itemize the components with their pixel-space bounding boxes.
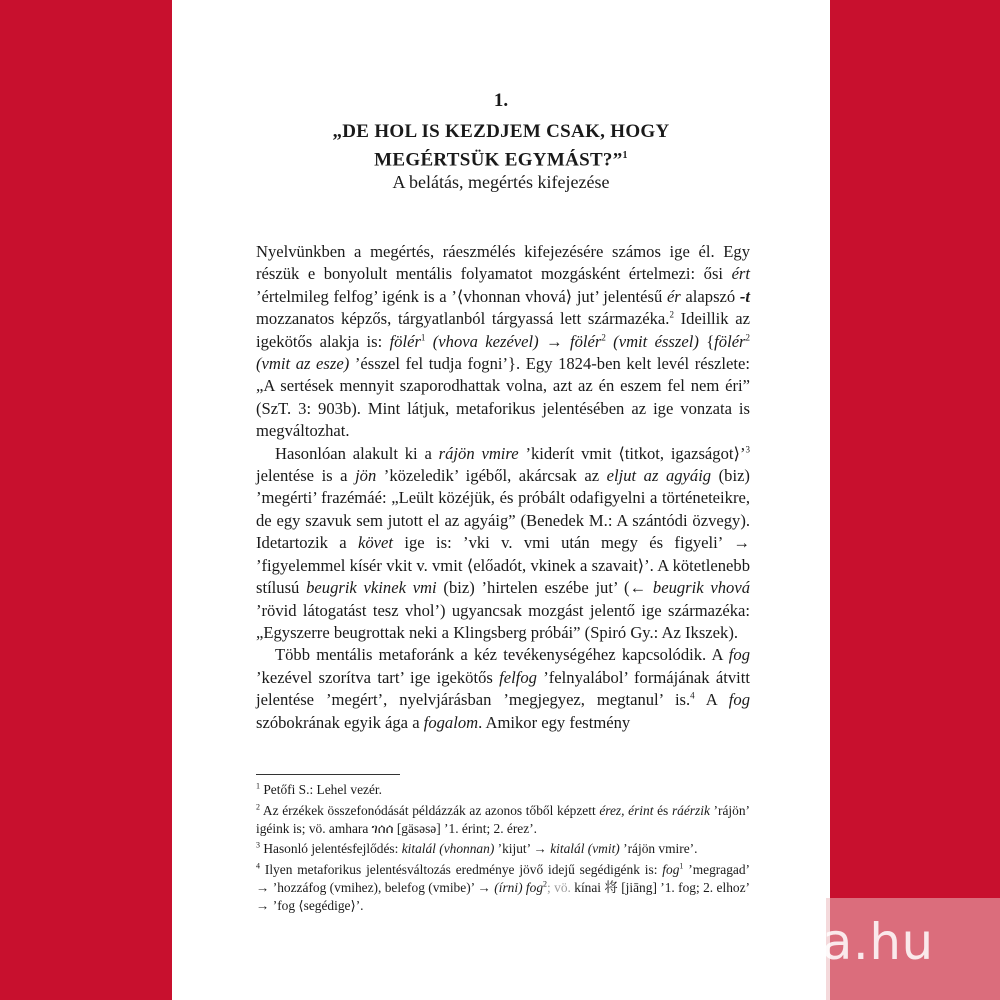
- text-run: Nyelvünkben a megértés, ráeszmélés kifejezésére számos ige él. Egy részük e bonyolult mentális folyamatot mozgásként értelmezi: ősi: [256, 242, 750, 284]
- footnote-ref: 1: [679, 861, 684, 871]
- footnote-ref: 3: [745, 444, 750, 455]
- text-run: fölér: [389, 331, 421, 351]
- text-run: Ilyen metaforikus jelentésváltozás eredménye jövő idejű segédigénk is:: [260, 862, 663, 878]
- footnote-ref: 2: [745, 332, 751, 343]
- text-run: ’rájön vmire’.: [619, 841, 698, 857]
- text-run: Hasonlóan alakult ki a: [275, 443, 439, 463]
- text-run: ér: [666, 286, 681, 306]
- footnote-ref: 2: [543, 879, 548, 889]
- text-run: -t: [739, 286, 750, 306]
- chapter-title-line2: MEGÉRTSÜK EGYMÁST?”: [374, 149, 623, 171]
- text-run: Ideillik az igekötős alakja is:: [256, 309, 750, 351]
- text-run: fogalom: [423, 712, 479, 732]
- text-run: (biz) ’hirtelen eszébe jut’ (←: [436, 578, 653, 598]
- chapter-title: [172, 120, 830, 172]
- text-run: ’kezével szorítva tart’ ige igekötős: [256, 667, 500, 687]
- footnote-ref: 1: [256, 781, 260, 791]
- text-run: beugrik vkinek vmi: [306, 578, 437, 598]
- text-run: ’rájön’ igéink is; vö. amhara ገሰሰ [gäsəsə] ’1. érint; 2. érez’.: [256, 802, 750, 836]
- text-run: ért: [731, 264, 750, 284]
- text-run: Petőfi S.: Lehel vezér.: [260, 782, 382, 797]
- text-run: jön: [355, 466, 377, 486]
- text-run: rájön vmire: [438, 443, 519, 463]
- text-run: ’kiderít vmit ⟨titkot, igazságot⟩’: [518, 443, 746, 463]
- text-run: Hasonló jelentésfejlődés:: [260, 841, 402, 857]
- footnote-divider: [256, 774, 400, 775]
- text-run: felfog: [499, 667, 537, 687]
- text-run: (vmit ésszel): [613, 331, 699, 351]
- text-run: fog: [662, 862, 680, 878]
- text-run: jelentése is a: [256, 466, 356, 486]
- text-run: ; vö.: [547, 879, 571, 895]
- text-run: kitalál (vmit): [550, 841, 620, 857]
- footnote-1: [256, 781, 750, 799]
- book-page: [172, 0, 830, 1000]
- text-run: ’közeledik’ igéből, akárcsak az: [376, 466, 607, 486]
- footnote-2: [256, 802, 750, 838]
- text-run: kínai 将 [jiāng] ’1. fog; 2. elhoz’ → ’fog ⟨segédige⟩’.: [256, 879, 750, 913]
- text-run: . Amikor egy festmény: [478, 712, 631, 732]
- text-run: Több mentális metaforánk a kéz tevékenységéhez kapcsolódik. A: [275, 645, 729, 665]
- text-run: fog: [728, 645, 750, 665]
- chapter-subtitle: A belátás, megértés kifejezése: [392, 172, 610, 192]
- chapter-title-line1: „DE HOL IS KEZDJEM CSAK, HOGY: [332, 121, 670, 142]
- text-run: Az érzékek összefonódását példázzák az azonos tőből képzett: [260, 802, 600, 818]
- text-run: (vmit az esze): [256, 354, 350, 374]
- text-run: kitalál (vhonnan): [401, 841, 495, 857]
- paragraph-3: [256, 644, 750, 734]
- body-text: [256, 241, 750, 734]
- text-run: ’értelmileg felfog’ igénk is a ’⟨vhonnan vhová⟩ jut’ jelentésű: [256, 286, 667, 306]
- text-run: (biz) ’megérti’ frazémáé: „Leült közéjük, és próbált odafigyelni a történeteikre, de egy szavuk sem jutott el az agyáig” (Benedek M.: A szántódi özvegy). Idetartozik a: [256, 466, 750, 553]
- text-run: mozzanatos képzős, tárgyatlanból tárgyassá lett származéka.: [256, 309, 670, 329]
- text-run: {: [698, 331, 715, 351]
- paragraph-1: [256, 241, 750, 443]
- footnote-4: [256, 861, 750, 914]
- footnote-ref: 2: [601, 332, 606, 343]
- text-run: (vhova kezével) → fölér: [432, 331, 602, 351]
- text-run: szóbokrának egyik ága a: [256, 712, 424, 732]
- paragraph-2: [256, 443, 750, 645]
- text-run: követ: [357, 533, 393, 553]
- text-run: ’felnyalábol’ formájának átvitt jelentése ’megért’, nyelvjárásban ’megjegyez, megtanul’ is.: [256, 667, 750, 710]
- text-run: A: [694, 690, 729, 710]
- text-run: ’megragad’ → ’hozzáfog (vmihez), belefog (vmibe)’ →: [256, 862, 751, 895]
- footnote-3: [256, 840, 750, 858]
- chapter-number: 1.: [493, 90, 509, 111]
- text-run: ’kijut’ →: [494, 841, 551, 857]
- footnote-ref: 1: [420, 332, 426, 343]
- text-run: fölér: [714, 331, 746, 351]
- text-run: ’rövid látogatást tesz vhol’) ugyancsak mozgást jelentő ige származéka: „Egyszerre beugrottak neki a Klingsberg próbái” (Spiró Gy.: Az Ikszek).: [256, 600, 750, 642]
- text-run: ráérzik: [671, 802, 710, 818]
- footnote-ref: 3: [256, 840, 260, 850]
- text-run: alapszó: [680, 286, 740, 306]
- text-run: ’ésszel fel tudja fogni’}. Egy 1824-ben kelt levél részlete: „A sertések mennyit szaporodhattak volna, azt az én eszem fel nem éri” (SzT. 3: 903b). Mint látjuk, metaforikus jelentésében az ige vonzata is megváltozhat.: [256, 354, 750, 441]
- text-run: ige is: ’vki v. vmi után megy és figyeli’ → ’figyelemmel kísér vkit v. vmit ⟨előadót, vkinek a szavait⟩’. A kötetlenebb stílusú: [256, 533, 751, 598]
- text-run: beugrik vhová: [652, 578, 750, 598]
- footnote-ref: 4: [256, 861, 260, 871]
- text-run: fog: [728, 690, 750, 710]
- watermark: tinta.hu: [735, 913, 934, 971]
- text-run: (írni) fog: [494, 879, 544, 895]
- footnote-ref: 4: [690, 690, 695, 701]
- text-run: [425, 332, 432, 351]
- text-run: érez, érint: [599, 802, 654, 818]
- text-run: és: [653, 802, 672, 818]
- footnotes: [256, 781, 750, 918]
- text-run: eljut az agyáig: [606, 466, 712, 486]
- footnote-ref: 2: [669, 309, 674, 320]
- footnote-ref: 1: [622, 150, 628, 161]
- footnote-ref: 2: [256, 802, 260, 812]
